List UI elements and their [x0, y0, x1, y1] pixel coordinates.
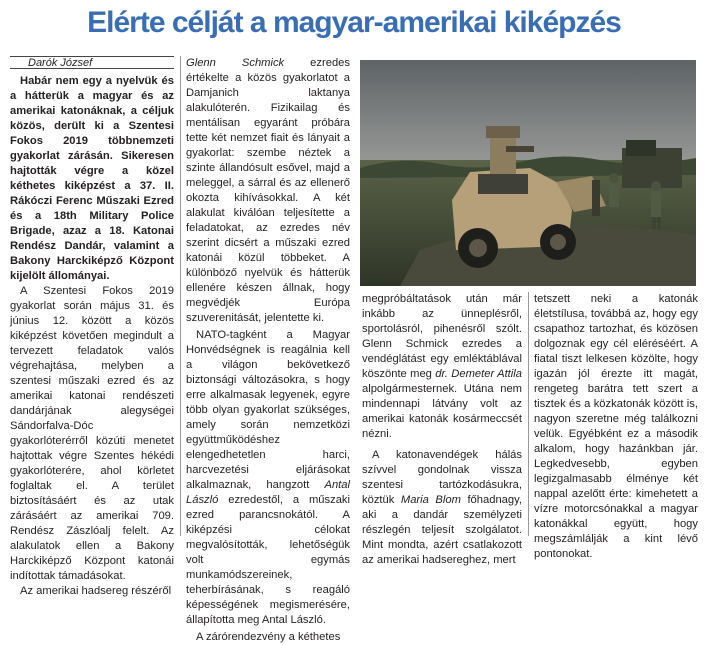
- person-name: Antal László: [186, 479, 350, 506]
- column-3: [362, 292, 522, 568]
- column-2: [186, 56, 350, 645]
- body-text: A katonavendégek hálás szívvel gondolnak vissza szentesi tartózkodásukra, köztük: [362, 449, 522, 506]
- body-text: ezredestől, a műszaki ezred parancsnokától. A kiképzési célokat megvalósították, lehetőségük volt egymás munkamódszereinek, teherbírásának, s reagáló képességének megismerésére, állapította meg Antal László.: [186, 494, 350, 626]
- column-1: [10, 74, 174, 599]
- body-text: főhadnagy, aki a dandár személyzeti részlegén teljesít szolgálatot. Mint mondta, azért csatlakozott az amerikai hadsereghez, mert: [362, 494, 522, 566]
- person-name: Maria Blom: [400, 494, 461, 506]
- column-divider: [528, 292, 529, 536]
- column-4: [534, 292, 698, 562]
- author-byline: Darók József: [10, 56, 174, 69]
- body-text: ezredes értékelte a közös gyakorlatot a Damjanich laktanya alakulóterén. Fizikailag és mentálisan egyaránt próbára tette két nemzet fiait és lányait a gyakorlat: szembe néztek a szinte állandósult esővel, majd a meleggel, a sárral és az ellenerő okozta kihívásokkal. A két alakulat kiválóan teljesítette a feladatokat, az ezredes név szerint dicsért a műszaki ezred katonái közül többeket. A különböző nyelvük és hátterük ellenére készen állnak, hogy megvédjék Európa szuverenitását, jelentette ki.: [186, 57, 350, 324]
- body-text: megpróbáltatások után már inkább az ünneplésről, sportolásról, pihenésről szólt. Glenn Schmick ezredes a vendéglátást egy emléktáblával köszönte meg: [362, 293, 522, 380]
- page-title: Elérte célját a magyar-amerikai kiképzés: [87, 6, 621, 39]
- body-text: NATO-tagként a Magyar Honvédségnek is reagálnia kell a világon bekövetkező biztonsági változásokra, s hogy erre alkalmasak legyenek, egyre több olyan gyakorlat szükséges, amely során nemzetközi együttműködéshez elengedhetetlen harci, harcvezetési eljárásokat alkalmaznak, hangzott: [186, 329, 350, 491]
- body-paragraph: tetszett neki a katonák életstílusa, továbbá az, hogy egy csapathoz tartozhat, és közösen dolgoznak egy cél eléréséért. A fiatal tiszt lelkesen közölte, hogy igazán jól érezte itt magát, rengeteg barátra tett szert a tisztek és a közkatonák között is, nagyon szeretne még találkozni velük. Egyébként ez a második alkalom, hogy hazánkban jár. Legkedvesebb, egyben legizgalmasabb élménye két nappal azelőtt érte: kimehetett a vízre motorcsónakkal a magyar katonákkal együtt, hogy megszámlálják a kint lévő pontonokat.: [534, 293, 698, 560]
- body-paragraph: A Szentesi Fokos 2019 gyakorlat során május 31. és június 12. között a közös kiképzést követően megindult a tervezett feladatok valós végrehajtása, melyben a szentesi műszaki ezred és az amerikai katonai rendészeti dandárjának alegységei Sándorfalva-Dóc gyakorlóterérről közúti menetet hajtottak végre Szentes hékédi gyakorlóterére, ahol körletet foglaltak el. A terület biztosításáért és az utak zárásáért az amerikai 709. Rendész Zászlóalj felelt. Az alakulatok ellen a Bakony Harckiképző Központ katonái indítottak támadásokat.: [10, 285, 174, 582]
- person-name: Glenn Schmick: [186, 57, 285, 69]
- body-text: alpolgármesternek. Utána nem mindennapi látvány volt az amerikai katonák kosármeccsét nézni.: [362, 383, 522, 440]
- person-name: dr. Demeter Attila: [435, 368, 522, 380]
- photo-illustration: [360, 60, 696, 286]
- military-vehicle-photo: [360, 60, 696, 286]
- body-paragraph: A zárórendezvény a kéthetes: [196, 631, 341, 643]
- body-paragraph: Az amerikai hadsereg részéről: [20, 585, 172, 597]
- column-divider: [180, 56, 181, 536]
- lead-paragraph: Habár nem egy a nyelvük és a hátterük a magyar és az amerikai katonáknak, a céljuk közös, derült ki a Szentesi Fokos 2019 többnemzeti gyakorlat zárásán. Sikeresen hajtották végre a közel kéthetes kiképzést a 37. II. Rákóczi Ferenc Műszaki Ezred és a 18th Military Police Brigade, azaz a 18. Katonai Rendész Dandár, valamint a Bakony Harckiképző Központ kijelölt állományai.: [10, 75, 174, 282]
